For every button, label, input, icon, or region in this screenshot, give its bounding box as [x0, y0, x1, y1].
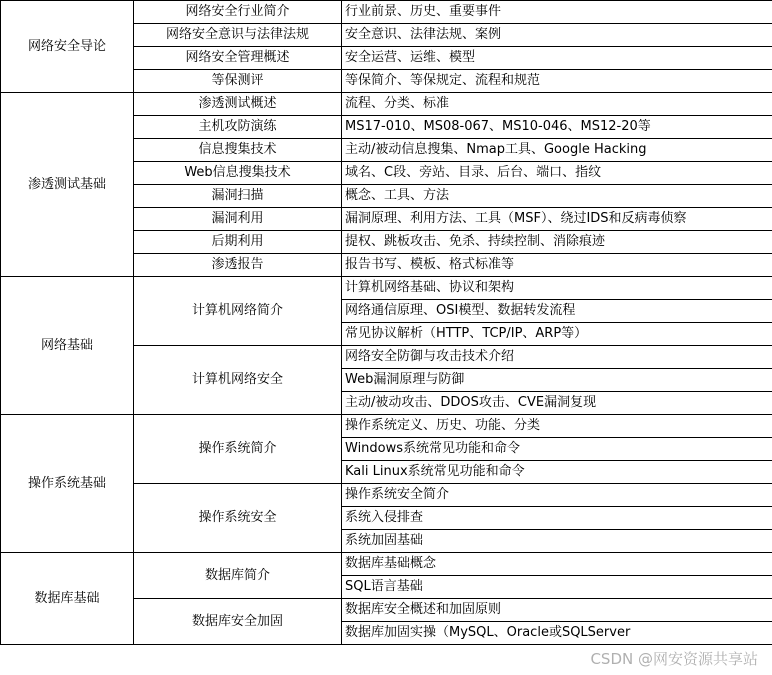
section-title-cell: 网络安全导论 [1, 1, 134, 93]
topic-name-cell: 主机攻防演练 [134, 116, 342, 139]
table-row [1, 277, 772, 300]
topic-name-cell: 数据库简介 [134, 553, 342, 599]
topic-name-cell: 操作系统安全 [134, 484, 342, 553]
topic-detail-cell: 数据库加固实操（MySQL、Oracle或SQLServer [342, 622, 772, 645]
topic-detail-cell: 提权、跳板攻击、免杀、持续控制、消除痕迹 [342, 231, 772, 254]
topic-name-cell: 渗透报告 [134, 254, 342, 277]
topic-detail-cell: 操作系统定义、历史、功能、分类 [342, 415, 772, 438]
table-row [1, 1, 772, 24]
watermark: CSDN @网安资源共享站 [590, 650, 758, 668]
curriculum-table-body [1, 1, 772, 645]
table-row [1, 93, 772, 116]
table-row [1, 553, 772, 576]
topic-name-cell: 网络安全意识与法律法规 [134, 24, 342, 47]
topic-detail-cell: 数据库安全概述和加固原则 [342, 599, 772, 622]
section-title-cell: 数据库基础 [1, 553, 134, 645]
topic-detail-cell: 主动/被动信息搜集、Nmap工具、Google Hacking [342, 139, 772, 162]
topic-name-cell: 计算机网络简介 [134, 277, 342, 346]
topic-name-cell: 渗透测试概述 [134, 93, 342, 116]
topic-name-cell: Web信息搜集技术 [134, 162, 342, 185]
topic-detail-cell: Kali Linux系统常见功能和命令 [342, 461, 772, 484]
section-title-cell: 操作系统基础 [1, 415, 134, 553]
section-title-cell: 渗透测试基础 [1, 93, 134, 277]
topic-detail-cell: 行业前景、历史、重要事件 [342, 1, 772, 24]
topic-detail-cell: 安全运营、运维、模型 [342, 47, 772, 70]
topic-detail-cell: 网络通信原理、OSI模型、数据转发流程 [342, 300, 772, 323]
topic-name-cell: 数据库安全加固 [134, 599, 342, 645]
topic-detail-cell: 报告书写、模板、格式标准等 [342, 254, 772, 277]
topic-name-cell: 信息搜集技术 [134, 139, 342, 162]
topic-name-cell: 操作系统简介 [134, 415, 342, 484]
topic-detail-cell: 主动/被动攻击、DDOS攻击、CVE漏洞复现 [342, 392, 772, 415]
topic-name-cell: 漏洞扫描 [134, 185, 342, 208]
topic-name-cell: 网络安全管理概述 [134, 47, 342, 70]
topic-detail-cell: 安全意识、法律法规、案例 [342, 24, 772, 47]
topic-detail-cell: 漏洞原理、利用方法、工具（MSF）、绕过IDS和反病毒侦察 [342, 208, 772, 231]
topic-name-cell: 等保测评 [134, 70, 342, 93]
topic-detail-cell: MS17-010、MS08-067、MS10-046、MS12-20等 [342, 116, 772, 139]
topic-detail-cell: 域名、C段、旁站、目录、后台、端口、指纹 [342, 162, 772, 185]
topic-detail-cell: 网络安全防御与攻击技术介绍 [342, 346, 772, 369]
topic-detail-cell: 等保简介、等保规定、流程和规范 [342, 70, 772, 93]
topic-detail-cell: 数据库基础概念 [342, 553, 772, 576]
section-title-cell: 网络基础 [1, 277, 134, 415]
topic-detail-cell: 计算机网络基础、协议和架构 [342, 277, 772, 300]
table-row [1, 415, 772, 438]
topic-detail-cell: Web漏洞原理与防御 [342, 369, 772, 392]
topic-detail-cell: 常见协议解析（HTTP、TCP/IP、ARP等） [342, 323, 772, 346]
topic-name-cell: 网络安全行业简介 [134, 1, 342, 24]
topic-detail-cell: SQL语言基础 [342, 576, 772, 599]
topic-name-cell: 漏洞利用 [134, 208, 342, 231]
topic-detail-cell: Windows系统常见功能和命令 [342, 438, 772, 461]
topic-detail-cell: 操作系统安全简介 [342, 484, 772, 507]
topic-detail-cell: 流程、分类、标准 [342, 93, 772, 116]
topic-detail-cell: 系统加固基础 [342, 530, 772, 553]
topic-detail-cell: 概念、工具、方法 [342, 185, 772, 208]
topic-detail-cell: 系统入侵排查 [342, 507, 772, 530]
topic-name-cell: 计算机网络安全 [134, 346, 342, 415]
topic-name-cell: 后期利用 [134, 231, 342, 254]
